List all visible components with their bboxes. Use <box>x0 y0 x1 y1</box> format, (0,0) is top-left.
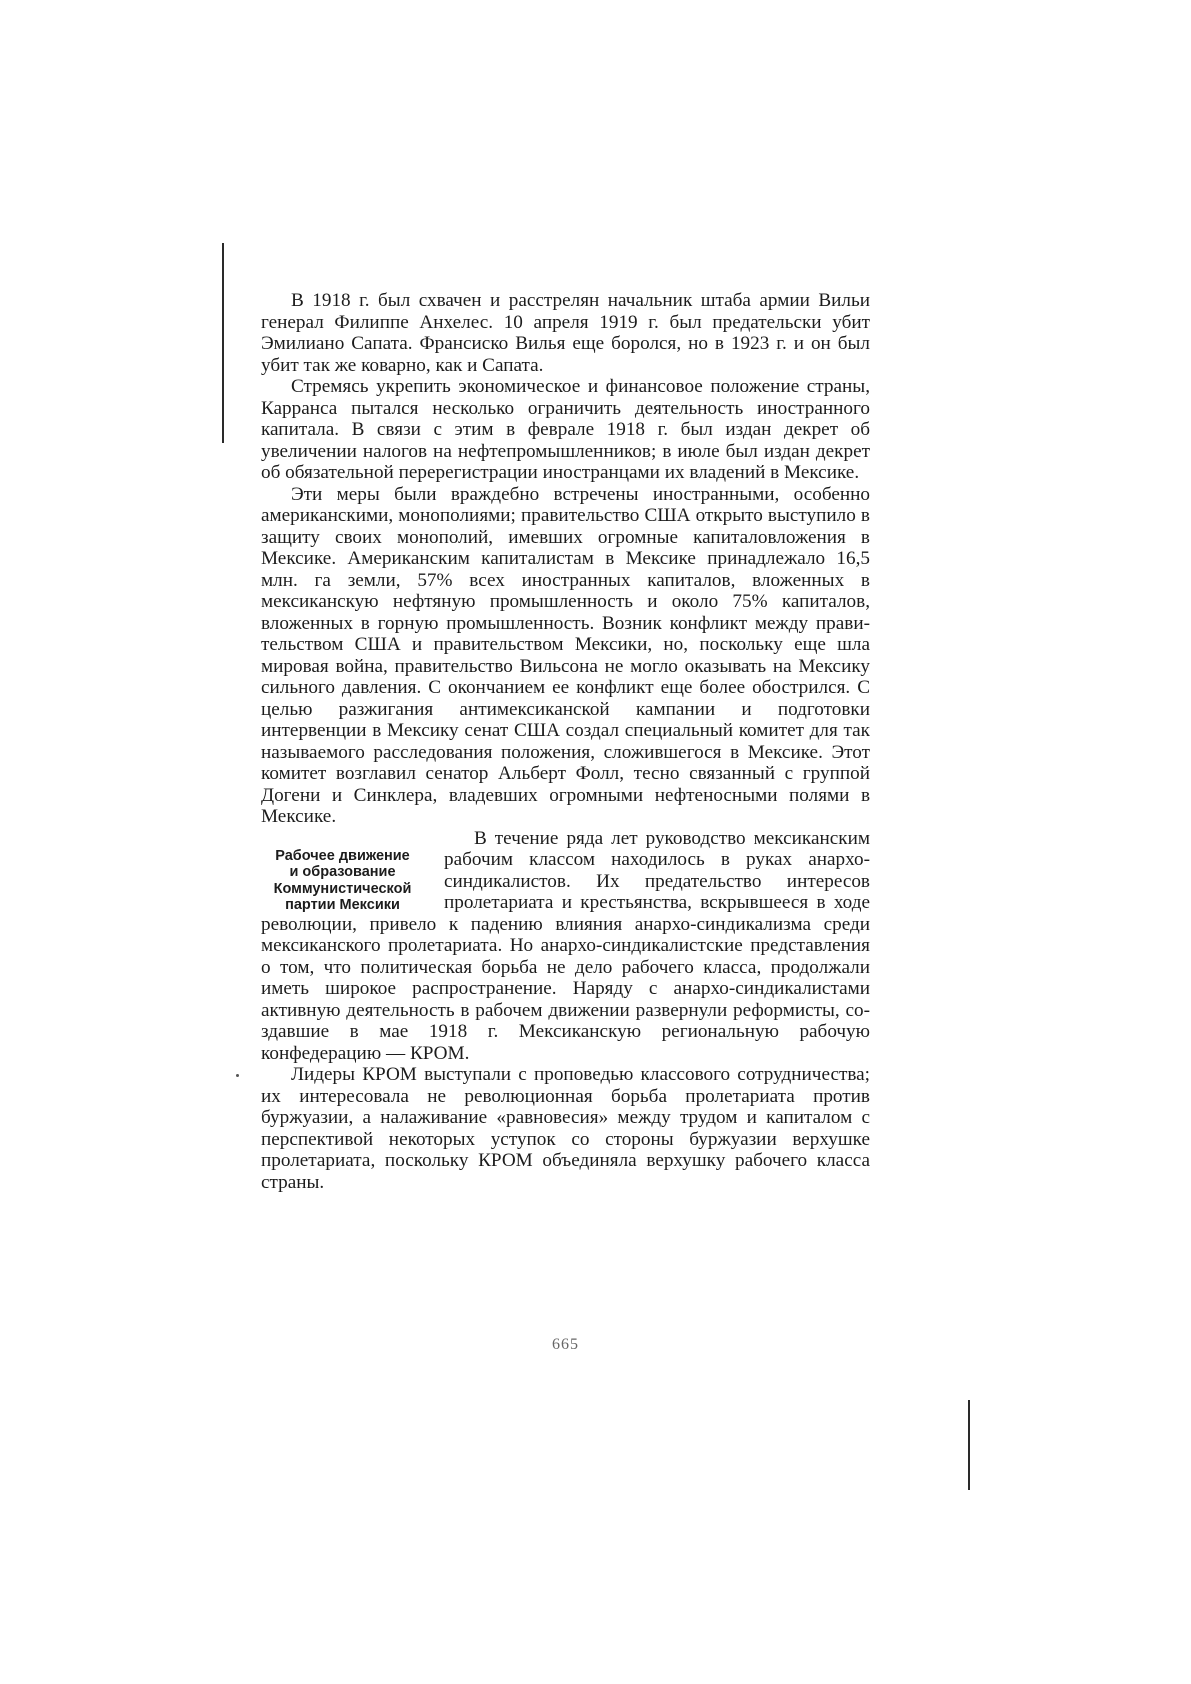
paragraph-2: Стремясь укрепить экономическое и финансовое положение страны, Карранса пытался несколько ограничить деятельность иностранного капитала. В связи с этим в феврале 1918 г. был издан декрет об увеличении налогов на нефтепромышленников; в июле был издан декрет об обязательной перерегистрации иностранцами их владений в Мексике. <box>261 376 870 483</box>
section-labor-movement <box>261 828 870 1065</box>
paragraph-5: Лидеры КРОМ выступали с проповедью классового сотрудничества; их интересовала не революционная борьба пролетариата против буржуазии, а налаживание «равновесия» между трудом и капиталом с перспективой некоторых уступок со стороны буржуазии верхушке пролетариата, поскольку КРОМ объединяла верхушку рабочего класса страны. <box>261 1064 870 1193</box>
scan-edge-line-right <box>968 1400 970 1490</box>
paragraph-3: Эти меры были враждебно встречены иностранными, особенно американскими, монополиями; правительство США открыто выступило в защиту своих монополий, имевших огромные капиталовложения в Мексике. Американским капиталистам в Мексике принадлежало 16,5 млн. га земли, 57% всех иностранных капиталов, вложенных в мексиканскую нефтяную промышленность и около 75% капиталов, вложенных в горную промышленность. Возник конфликт между правительством США и правительством Мексики, но, поскольку еще шла мировая война, правительство Вильсона не могло оказывать на Мексику сильного давления. С окончанием ее конфликт еще более обострился. С целью разжигания антимексиканской кампании и подготовки интервенции в Мексику сенат США создал специальный комитет для так называемого расследования положения, сложившегося в Мексике. Этот комитет возглавил сенатор Альберт Фолл, тесно связанный с группой Догени и Синклера, владевших огромными нефтеносными полями в Мексике. <box>261 483 870 827</box>
paragraph-1: В 1918 г. был схвачен и расстрелян начальник штаба армии Вильи генерал Филиппе Анхелес. 10 апреля 1919 г. был предательски убит Эмилиано Сапата. Франсиско Вилья еще боролся, но в 1923 г. и он был убит так же коварно, как и Сапата. <box>261 290 870 376</box>
side-heading-line-3: Коммунистической <box>273 880 412 897</box>
side-heading-line-1: Рабочее движение <box>275 847 410 864</box>
side-heading-line-2: и образование <box>289 864 396 880</box>
scan-edge-line-left <box>222 243 224 443</box>
section-side-heading <box>261 848 424 914</box>
scan-speck <box>236 1074 239 1077</box>
page-number: 665 <box>552 1336 579 1353</box>
book-page <box>261 290 870 1353</box>
section-body-paragraph: В течение ряда лет руководство мексиканским рабочим классом находилось в руках анархо-синдикалистов. Их предательство интересов пролетариата и крестьянства, вскрывшееся в ходе революции, привело к падению влияния анархо-синдикализма среди мексиканского пролетариата. Но анархо-синдикалистские представления о том, что политическая борьба не дело рабочего класса, продолжали иметь широкое распространение. Наряду с анархо-синдикалистами активную деятельность в рабочем движении развернули реформисты, создавшие в мае 1918 г. Мексиканскую региональную рабочую конфедерацию — КРОМ. <box>261 827 870 1064</box>
side-heading-line-4: партии Мексики <box>285 897 400 913</box>
